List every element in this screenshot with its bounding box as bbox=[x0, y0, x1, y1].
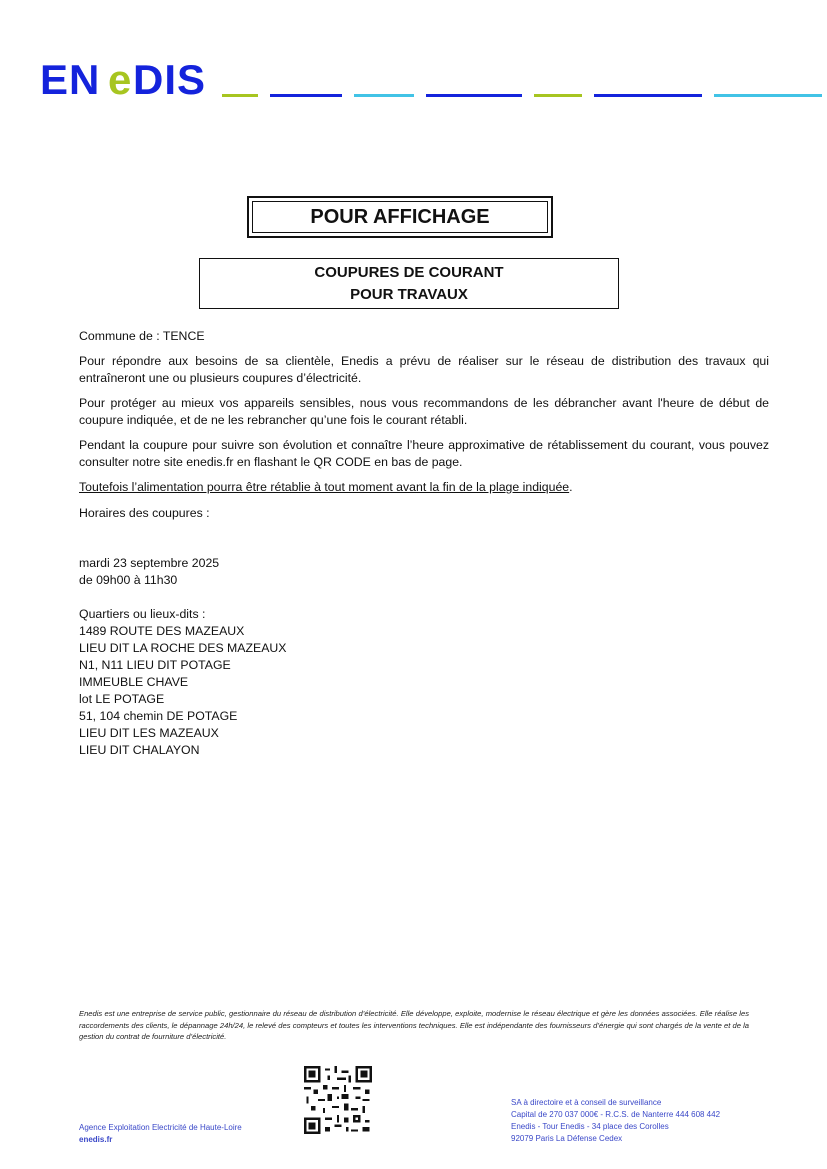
company-line-4: 92079 Paris La Défense Cedex bbox=[511, 1134, 623, 1143]
quartiers-label: Quartiers ou lieux-dits : bbox=[79, 607, 206, 621]
svg-text:DIS: DIS bbox=[133, 58, 207, 100]
paragraph-1: Pour répondre aux besoins de sa clientèle, Enedis a prévu de réaliser sur le réseau de distribution des travaux qui entraîneront une ou plusieurs coupures d’électricité. bbox=[79, 354, 769, 385]
location-item: lot LE POTAGE bbox=[79, 692, 165, 706]
svg-text:e: e bbox=[108, 58, 132, 100]
commune: Commune de : TENCE bbox=[79, 329, 205, 343]
location-item: 51, 104 chemin DE POTAGE bbox=[79, 709, 238, 723]
paragraph-2: Pour protéger au mieux vos appareils sensibles, nous vous recommandons de les débrancher avant l'heure de début de coupure indiquée, et de ne les rebrancher qu’une fois le courant rétabli. bbox=[79, 396, 769, 427]
qr-code-icon[interactable] bbox=[304, 1066, 372, 1134]
notice-title: POUR AFFICHAGE bbox=[252, 201, 548, 233]
company-info bbox=[511, 1097, 720, 1145]
website-link[interactable]: enedis.fr bbox=[79, 1135, 113, 1144]
svg-text:EN: EN bbox=[40, 58, 101, 100]
notice-subtitle-box bbox=[199, 258, 619, 309]
legal-notice: Enedis est une entreprise de service public, gestionnaire du réseau de distribution d’électricité. Elle développe, exploite, modernise le réseau électrique et gère les données associées. Elle réalise les raccordements des clients, le dépannage 24h/24, le relevé des compteurs et toutes les interventions techniques. Elle est indépendante des fournisseurs d’énergie qui sont chargés de la vente et de la gestion du contrat de fourniture d’électricité. bbox=[79, 1009, 749, 1041]
location-item: 1489 ROUTE DES MAZEAUX bbox=[79, 624, 245, 638]
notice-title-box bbox=[247, 196, 553, 238]
notice-subtitle-line1: COUPURES DE COURANT bbox=[314, 264, 504, 281]
company-line-2: Capital de 270 037 000€ - R.C.S. de Nanterre 444 608 442 bbox=[511, 1110, 721, 1119]
outage-date: mardi 23 septembre 2025 bbox=[79, 556, 220, 570]
location-item: LIEU DIT LA ROCHE DES MAZEAUX bbox=[79, 641, 287, 655]
location-item: N1, N11 LIEU DIT POTAGE bbox=[79, 658, 231, 672]
warning-end: . bbox=[569, 480, 573, 494]
horaires-label: Horaires des coupures : bbox=[79, 506, 210, 520]
location-item: LIEU DIT CHALAYON bbox=[79, 743, 200, 757]
location-list bbox=[79, 606, 769, 759]
notice-subtitle-line2: POUR TRAVAUX bbox=[350, 286, 468, 303]
agency-info bbox=[79, 1122, 242, 1146]
enedis-logo bbox=[40, 58, 215, 100]
agency-name: Agence Exploitation Electricité de Haute-Loire bbox=[79, 1123, 242, 1132]
company-line-1: SA à directoire et à conseil de surveillance bbox=[511, 1098, 662, 1107]
warning-text: Toutefois l’alimentation pourra être rétablie à tout moment avant la fin de la plage indiquée bbox=[79, 480, 570, 494]
warning bbox=[79, 479, 769, 496]
company-line-3: Enedis - Tour Enedis - 34 place des Corolles bbox=[511, 1122, 669, 1131]
paragraph-3: Pendant la coupure pour suivre son évolution et connaître l’heure approximative de rétablissement du courant, vous pouvez consulter notre site enedis.fr en flashant le QR CODE en bas de page. bbox=[79, 438, 769, 469]
outage-time-range: de 09h00 à 11h30 bbox=[79, 573, 178, 587]
header-divider bbox=[222, 94, 822, 97]
location-item: LIEU DIT LES MAZEAUX bbox=[79, 726, 219, 740]
location-item: IMMEUBLE CHAVE bbox=[79, 675, 189, 689]
